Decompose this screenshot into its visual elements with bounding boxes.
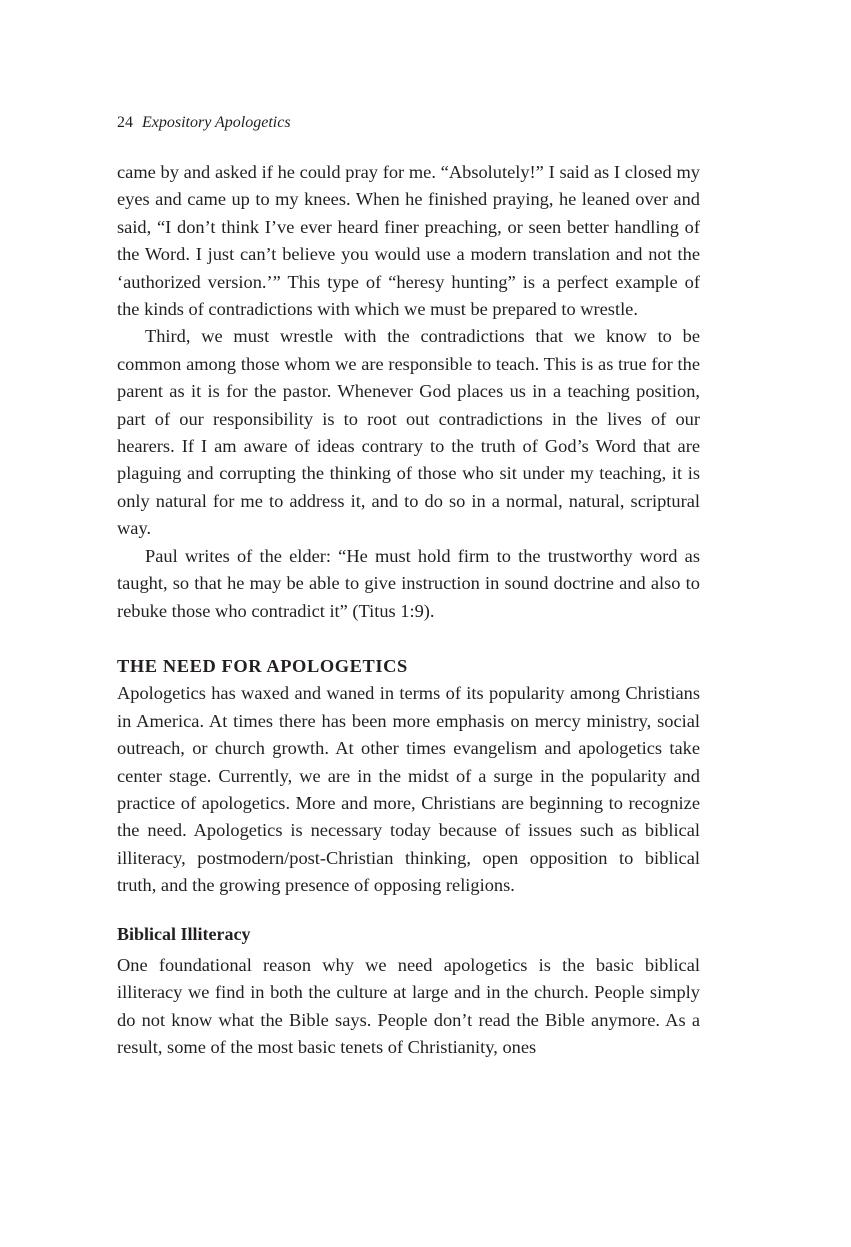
paragraph-need-intro: Apologetics has waxed and waned in terms of its popularity among Christians in America. At times there has been more emphasis on mercy ministry, social outreach, or church growth. At other times evangelism and apologetics take center stage. Currently, we are in the midst of a surge in the popularity and practice of apologetics. More and more, Christians are beginning to recognize the need. Apologetics is necessary today because of issues such as biblical illiteracy, postmodern/post-Christian thinking, open opposition to biblical truth, and the growing presence of opposing religions. — [117, 683, 700, 896]
subsection-heading: Biblical Illiteracy — [117, 923, 251, 944]
page-number: 24 — [117, 114, 133, 131]
running-head — [117, 111, 700, 135]
paragraph-titus-quote: Paul writes of the elder: “He must hold firm to the trustworthy word as taught, so that he may be able to give instruction in sound doctrine and also to rebuke those who contradict it” (Titus 1:9). — [117, 545, 700, 621]
paragraph-third-point: Third, we must wrestle with the contradictions that we know to be common among those whom we are responsible to teach. This is as true for the parent as it is for the pastor. Whenever God places us in a teaching position, part of our responsibility is to root out contradictions in the lives of our hearers. If I am aware of ideas contrary to the truth of God’s Word that are plaguing and corrupting the thinking of those who sit under my teaching, it is only natural for me to address it, and to do so in a normal, natural, scriptural way. — [117, 326, 700, 539]
book-page — [117, 111, 700, 1062]
book-title: Expository Apologetics — [142, 114, 291, 131]
paragraph-illiteracy: One foundational reason why we need apologetics is the basic biblical illiteracy we find in both the culture at large and in the church. People simply do not know what the Bible says. People don’t read the Bible anymore. As a result, some of the most basic tenets of Christianity, ones — [117, 954, 700, 1058]
section-heading: THE NEED FOR APOLOGETICS — [117, 655, 408, 676]
paragraph-continued: came by and asked if he could pray for me. “Absolutely!” I said as I closed my eyes and came up to my knees. When he finished praying, he leaned over and said, “I don’t think I’ve ever heard finer preaching, or seen better handling of the Word. I just can’t believe you would use a modern translation and not the ‘authorized version.’” This type of “heresy hunting” is a perfect example of the kinds of contradictions with which we must be prepared to wrestle. — [117, 162, 700, 320]
page-body — [117, 159, 700, 1062]
